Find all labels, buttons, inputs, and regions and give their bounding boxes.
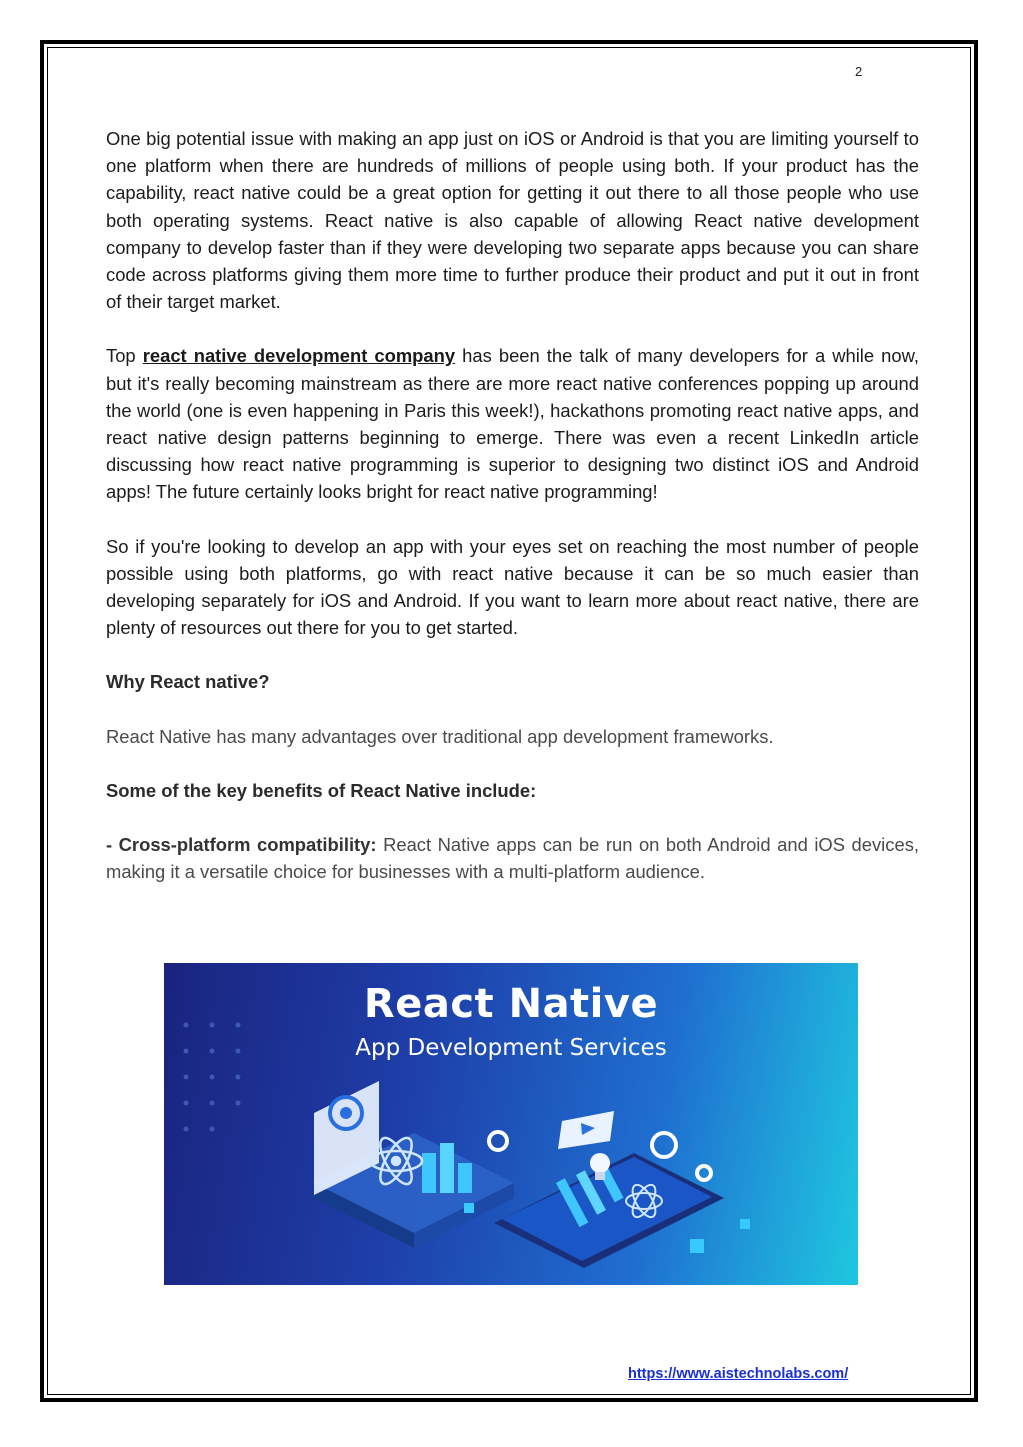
document-body bbox=[106, 125, 919, 885]
footer-website-link[interactable]: https://www.aistechnolabs.com/ bbox=[628, 1366, 849, 1382]
paragraph-rest: has been the talk of many developers for a while now, but it's really becoming mainstream as there are more react native conferences popping up around the world (one is even happening in Paris this week!), hackathons promoting react native apps, and react native design patterns beginning to emerge. There was even a recent LinkedIn article discussing how react native programming is superior to designing two distinct iOS and Android apps! The future certainly looks bright for react native programming! bbox=[106, 345, 919, 503]
why-react-native-text: React Native has many advantages over traditional app development frameworks. bbox=[106, 725, 774, 747]
benefits-heading: Some of the key benefits of React Native include: bbox=[106, 779, 537, 801]
company-link[interactable]: react native development company bbox=[142, 345, 456, 367]
play-window-icon bbox=[558, 1111, 614, 1149]
benefit-lead: - Cross-platform compatibility: bbox=[106, 834, 377, 856]
phone-illustration bbox=[494, 1153, 724, 1268]
paragraph-intro: One big potential issue with making an app just on iOS or Android is that you are limiting yourself to one platform when there are hundreds of millions of people using both. If your product has the capability, react native could be a great option for getting it out there to all those people who use both operating systems. React native is also capable of allowing React native development company to develop faster than if they were developing two separate apps because you can share code across platforms giving them more time to further produce their product and put it out in front of their target market. bbox=[106, 128, 919, 313]
banner-subtitle: App Development Services bbox=[355, 1035, 667, 1061]
benefit-item bbox=[106, 831, 919, 885]
react-native-banner-image bbox=[164, 963, 858, 1285]
paragraph-conclusion: So if you're looking to develop an app with your eyes set on reaching the most number of people possible using both platforms, go with react native because it can be so much easier than developing separately for iOS and Android. If you want to learn more about react native, there are plenty of resources out there for you to get started. bbox=[106, 535, 919, 639]
page-number: 2 bbox=[855, 64, 863, 79]
banner-title: React Native bbox=[363, 981, 659, 1027]
paragraph-top-company bbox=[106, 342, 919, 505]
paragraph-prefix: Top bbox=[106, 345, 143, 367]
why-react-native-heading: Why React native? bbox=[106, 671, 270, 693]
benefit-text: React Native apps can be run on both Android and iOS devices, making it a versatile choice for businesses with a multi-platform audience. bbox=[106, 834, 919, 883]
